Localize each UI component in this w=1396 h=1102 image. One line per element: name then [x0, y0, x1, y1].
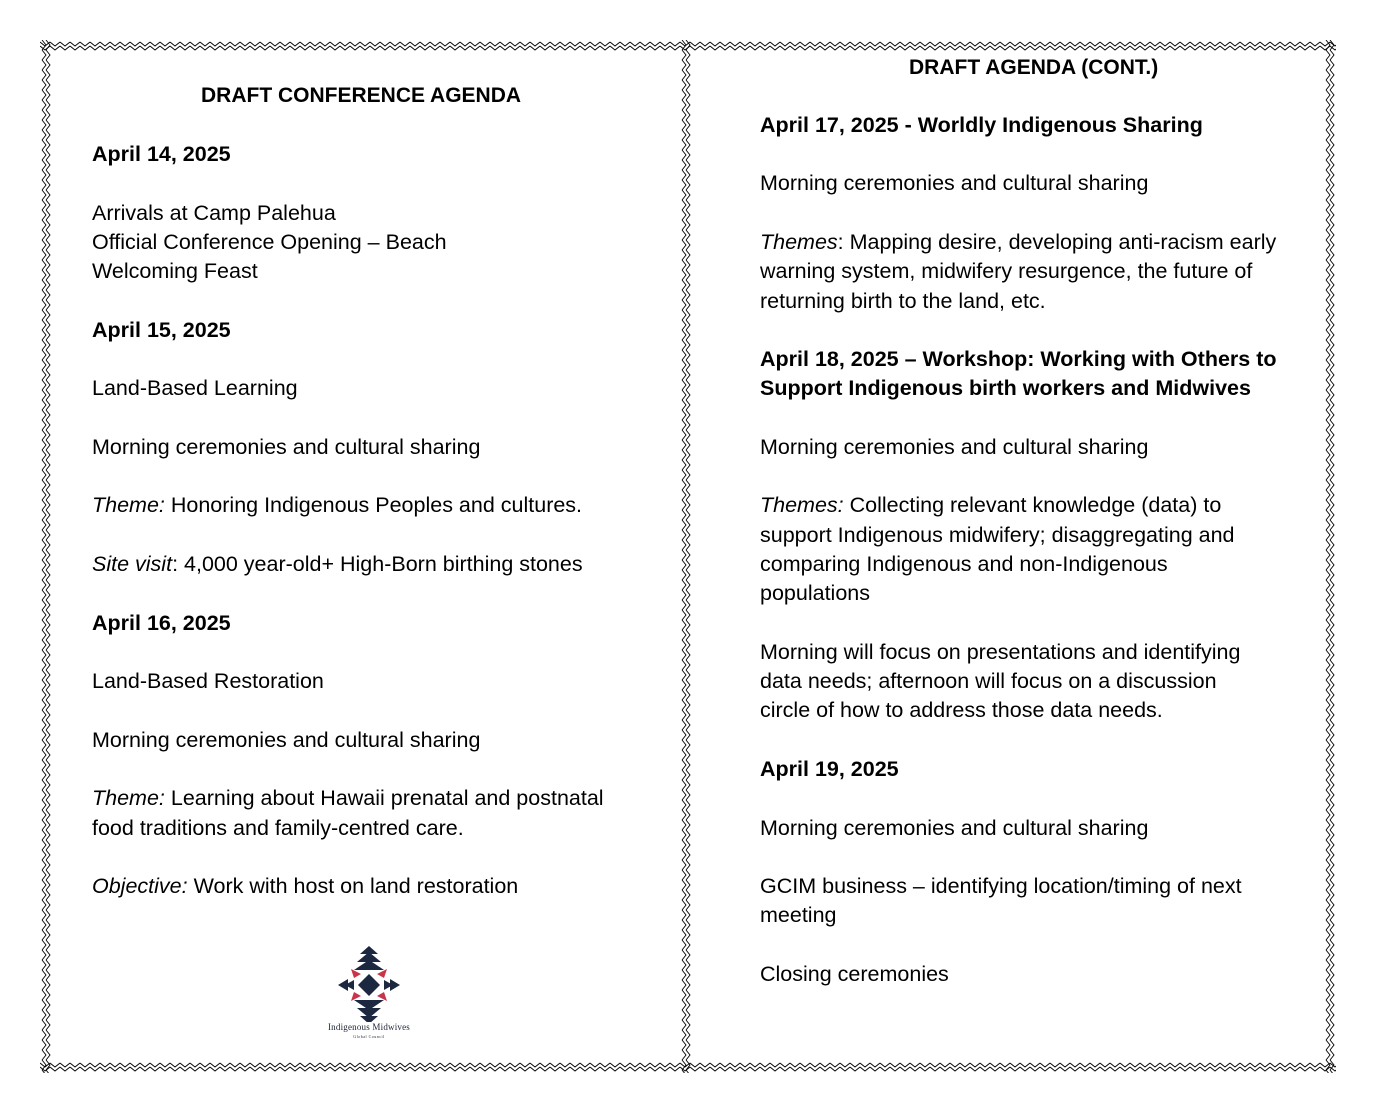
themes-line [760, 491, 1221, 520]
day-date: April 15, 2025 [92, 318, 231, 342]
day-date: April 16, 2025 [92, 611, 231, 635]
theme-label: Theme: [92, 493, 165, 517]
theme-label: Theme: [92, 786, 165, 810]
agenda-item: Morning ceremonies and cultural sharing [760, 171, 1149, 195]
logo-name: Indigenous Midwives [327, 1022, 411, 1032]
themes-line [760, 228, 1276, 257]
agenda-item: GCIM business – identifying location/timing of next [760, 874, 1242, 898]
day-date: April 19, 2025 [760, 757, 899, 781]
objective-line [92, 872, 518, 901]
logo-subtitle: Global Council [353, 1034, 385, 1039]
focus-text: Morning will focus on presentations and identifying [760, 640, 1241, 664]
theme-text: Honoring Indigenous Peoples and cultures. [164, 493, 583, 517]
themes-label: Themes [760, 230, 838, 254]
objective-label: Objective: [92, 874, 188, 898]
themes-text: Collecting relevant knowledge (data) to [843, 493, 1222, 517]
day-subtitle: Land-Based Restoration [92, 669, 324, 693]
site-visit-text: : 4,000 year-old+ High-Born birthing stones [172, 552, 583, 576]
theme-line [92, 491, 582, 520]
objective-text: Work with host on land restoration [187, 874, 519, 898]
indigenous-midwives-logo [296, 934, 442, 1046]
day-date-continued: Support Indigenous birth workers and Midwives [760, 376, 1251, 400]
site-visit-line [92, 550, 583, 579]
agenda-item: Morning ceremonies and cultural sharing [92, 728, 481, 752]
agenda-item: Morning ceremonies and cultural sharing [92, 435, 481, 459]
page-title: DRAFT CONFERENCE AGENDA [201, 84, 522, 107]
agenda-item: Welcoming Feast [92, 259, 258, 283]
site-visit-label: Site visit [92, 552, 173, 576]
themes-text-continued: returning birth to the land, etc. [760, 289, 1046, 313]
themes-text-continued: warning system, midwifery resurgence, the future of [760, 259, 1253, 283]
day-date: April 17, 2025 - Worldly Indigenous Sharing [760, 113, 1203, 137]
themes-label: Themes: [760, 493, 844, 517]
agenda-item-continued: meeting [760, 903, 837, 927]
focus-text: data needs; afternoon will focus on a discussion [760, 669, 1217, 693]
themes-text-continued: comparing Indigenous and non-Indigenous [760, 552, 1168, 576]
day-date: April 14, 2025 [92, 142, 231, 166]
agenda-item: Arrivals at Camp Palehua [92, 201, 336, 225]
day-subtitle: Land-Based Learning [92, 376, 298, 400]
theme-text-continued: food traditions and family-centred care. [92, 816, 464, 840]
focus-text: circle of how to address those data needs. [760, 698, 1163, 722]
themes-text: : Mapping desire, developing anti-racism early [837, 230, 1277, 254]
themes-text-continued: populations [760, 581, 870, 605]
day-date: April 18, 2025 – Workshop: Working with Others to [760, 347, 1277, 371]
agenda-item: Closing ceremonies [760, 962, 949, 986]
agenda-item: Morning ceremonies and cultural sharing [760, 435, 1149, 459]
theme-text: Learning about Hawaii prenatal and postnatal [164, 786, 604, 810]
indigenous-motif-logo-icon [296, 934, 442, 1022]
page-title: DRAFT AGENDA (CONT.) [909, 56, 1159, 79]
agenda-item: Morning ceremonies and cultural sharing [760, 816, 1149, 840]
theme-line [92, 784, 604, 813]
themes-text-continued: support Indigenous midwifery; disaggregating and [760, 523, 1235, 547]
agenda-item: Official Conference Opening – Beach [92, 230, 447, 254]
